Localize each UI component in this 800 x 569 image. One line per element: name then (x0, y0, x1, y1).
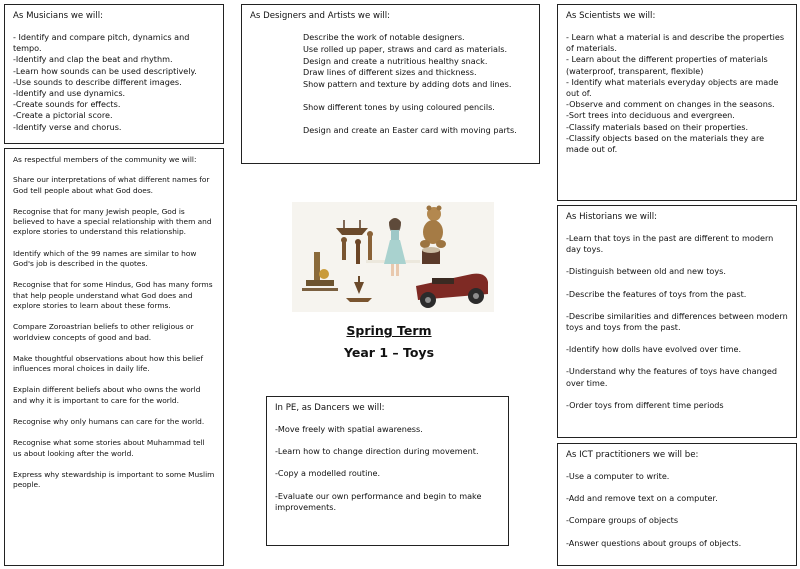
musicians-panel (4, 4, 224, 144)
list-item: -Identify and use dynamics. (13, 88, 126, 99)
toys-photo (292, 202, 494, 312)
list-item: - Learn about the different properties of materials (waterproof, transparent, flexible) (566, 54, 768, 76)
list-item: -Use a computer to write. (566, 471, 670, 481)
list-item: Recognise that for some Hindus, God has many forms that help people understand what God does and explore stories to learn about these forms. (13, 280, 213, 310)
list-item: -Compare groups of objects (566, 515, 679, 526)
dancers-title: In PE, as Dancers we will: (275, 403, 385, 413)
list-item: -Identify verse and chorus. (13, 121, 122, 132)
list-item: Recognise what some stories about Muhammad tell us about looking after the world. (13, 438, 205, 458)
list-item: -Describe similarities and differences between modern toys and toys from the past. (566, 310, 788, 333)
list-item: - Identify what materials everyday objects are made out of. (566, 76, 779, 99)
designers-title: As Designers and Artists we will: (250, 11, 391, 21)
list-item: -Answer questions about groups of objects. (566, 537, 742, 548)
community-panel (4, 148, 224, 566)
list-item: -Sort trees into deciduous and evergreen. (566, 110, 735, 121)
list-item: Describe the work of notable designers. (303, 32, 465, 42)
list-item: Identify which of the 99 names are similar to how God's job is described in the quotes. (13, 248, 197, 269)
list-item: -Describe the features of toys from the past. (566, 288, 747, 299)
drum-icon (422, 247, 440, 264)
historians-title: As Historians we will: (566, 212, 658, 222)
list-item: -Understand why the features of toys have changed over time. (566, 366, 778, 388)
list-item: -Distinguish between old and new toys. (566, 266, 726, 277)
list-item: Draw lines of different sizes and thickness. (303, 67, 477, 78)
list-item: - Learn what a material is and describe the properties of materials. (566, 32, 785, 54)
list-item: -Create sounds for effects. (13, 99, 121, 110)
list-item: -Move freely with spatial awareness. (275, 424, 423, 434)
list-item: Recognise that for many Jewish people, God is believed to have a special relationship with them and explore stories to understand this relationship. (13, 206, 212, 237)
list-item: Use rolled up paper, straws and card as materials. (303, 43, 508, 54)
scientists-panel (557, 4, 797, 201)
list-item: -Order toys from different time periods (566, 399, 724, 410)
list-item: Design and create a nutritious healthy snack. (303, 55, 488, 66)
list-item: -Learn how to change direction during movement. (275, 446, 479, 457)
list-item: -Copy a modelled routine. (275, 468, 381, 479)
designers-list (303, 32, 531, 137)
list-item: -Use sounds to describe different images. (13, 76, 182, 87)
list-item: -Identify how dolls have evolved over time. (566, 344, 742, 355)
list-item: - Identify and compare pitch, dynamics and tempo. (13, 32, 190, 54)
list-item: -Identify and clap the beat and rhythm. (13, 54, 173, 65)
list-item: -Learn how sounds can be used descriptively. (13, 65, 197, 76)
list-item: Compare Zoroastrian beliefs to other religious or worldview concepts of good and bad. (13, 322, 194, 342)
list-item: Show pattern and texture by adding dots and lines. (303, 79, 512, 90)
list-item: Explain different beliefs about who owns the world and why it is important to care for the world. (13, 385, 201, 405)
term-heading: Spring Term (346, 323, 432, 338)
designers-panel (241, 4, 540, 164)
list-item: Share our interpretations of what different names for God tell people about what God does. (13, 175, 210, 195)
list-item: -Add and remove text on a computer. (566, 493, 718, 504)
ict-panel (557, 443, 797, 566)
list-item: -Evaluate our own performance and begin to make improvements. (275, 490, 482, 512)
list-item: -Classify objects based on the materials they are made out of. (566, 132, 765, 155)
ict-title: As ICT practitioners we will be: (566, 450, 699, 460)
historians-panel (557, 205, 797, 438)
list-item: Recognise why only humans can care for the world. (13, 417, 205, 427)
list-item: -Classify materials based on their properties. (566, 121, 749, 132)
list-item: -Observe and comment on changes in the seasons. (566, 99, 775, 110)
list-item: -Create a pictorial score. (13, 110, 113, 121)
center-title (300, 323, 478, 361)
list-item: Show different tones by using coloured pencils. (303, 101, 495, 112)
list-item: Design and create an Easter card with moving parts. (303, 124, 517, 135)
topic-heading: Year 1 – Toys (343, 345, 435, 360)
dancers-panel (266, 396, 509, 546)
list-item: Express why stewardship is important to some Muslim people. (13, 469, 215, 490)
community-title: As respectful members of the community we will: (13, 155, 197, 164)
list-item: Make thoughtful observations about how this belief influences moral choices in daily life. (13, 353, 204, 374)
scientists-title: As Scientists we will: (566, 11, 656, 21)
musicians-title: As Musicians we will: (13, 11, 103, 21)
list-item: -Learn that toys in the past are different to modern day toys. (566, 233, 774, 255)
